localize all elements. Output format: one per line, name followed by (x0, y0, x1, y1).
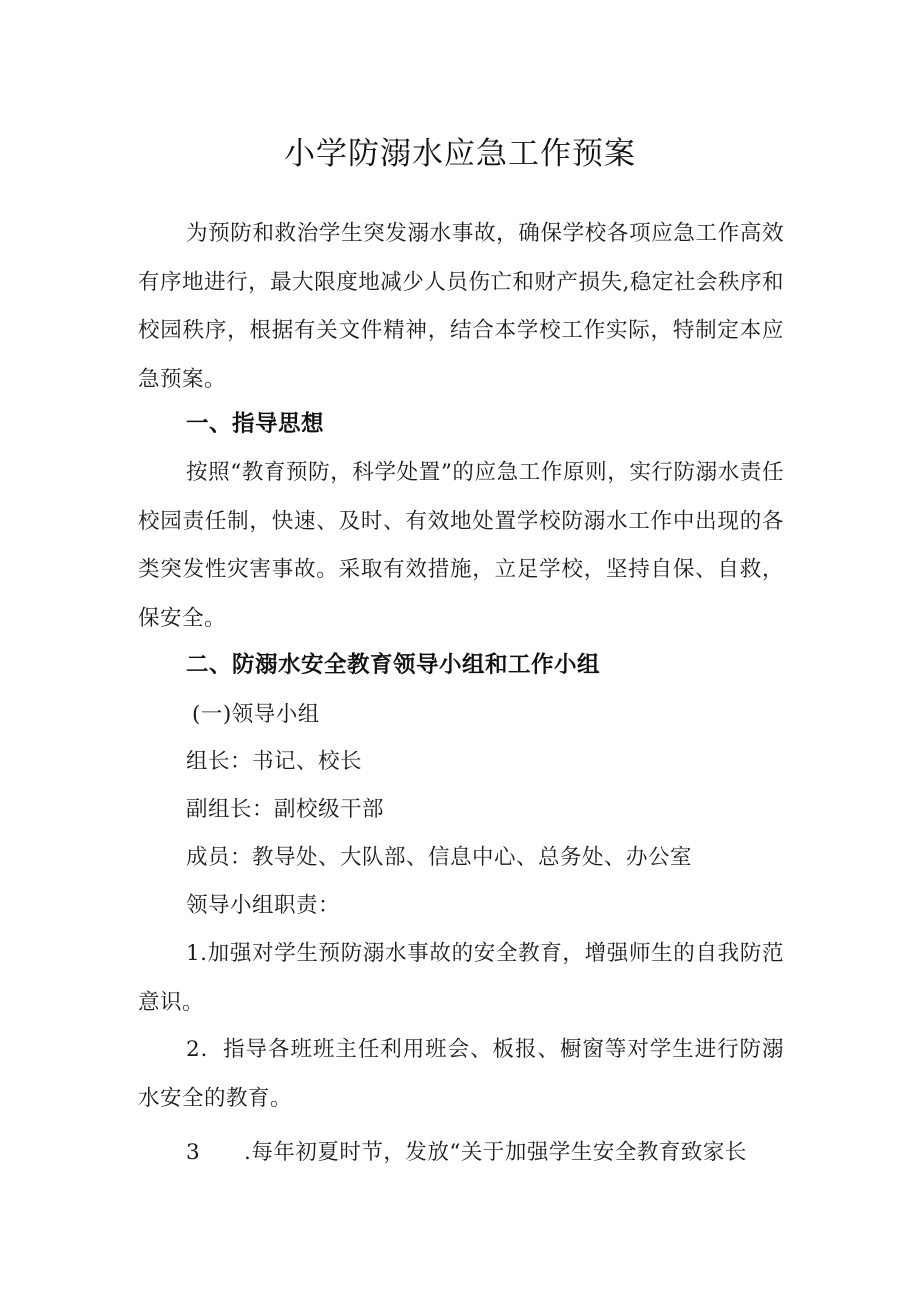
subheading-leadership-group: (一)领导小组 (192, 702, 320, 727)
duty-item-1: 1.加强对学生预防溺水事故的安全教育，增强师生的自我防范意识。 (138, 941, 784, 1015)
deputy-leader-line: 副组长：副校级干部 (186, 797, 385, 822)
duty-item-3 (186, 1138, 786, 1172)
document-title: 小学防溺水应急工作预案 (284, 136, 636, 172)
duties-label: 领导小组职责： (186, 893, 341, 918)
section-1-heading: 一、指导思想 (186, 411, 325, 437)
intro-paragraph: 为预防和救治学生突发溺水事故，确保学校各项应急工作高效有序地进行，最大限度地减少人员伤亡和财产损失,稳定社会秩序和校园秩序，根据有关文件精神，结合本学校工作实际，特制定本应急预案。 (138, 221, 784, 392)
members-line: 成员：教导处、大队部、信息中心、总务处、办公室 (186, 845, 693, 870)
duty-item-2: 2．指导各班班主任利用班会、板报、橱窗等对学生进行防溺水安全的教育。 (138, 1037, 784, 1111)
section-1-body: 按照“教育预防，科学处置”的应急工作原则，实行防溺水责任校园责任制，快速、及时、有效地处置学校防溺水工作中出现的各类突发性灾害事故。采取有效措施，立足学校，坚持自保、自救，保安全。 (138, 460, 784, 631)
group-leader-line: 组长：书记、校长 (186, 749, 363, 774)
duty-item-3-text: .每年初夏时节，发放“关于加强学生安全教育致家长 (244, 1140, 747, 1165)
duty-item-3-number: 3 (186, 1140, 200, 1165)
section-2-heading: 二、防溺水安全教育领导小组和工作小组 (186, 652, 601, 678)
